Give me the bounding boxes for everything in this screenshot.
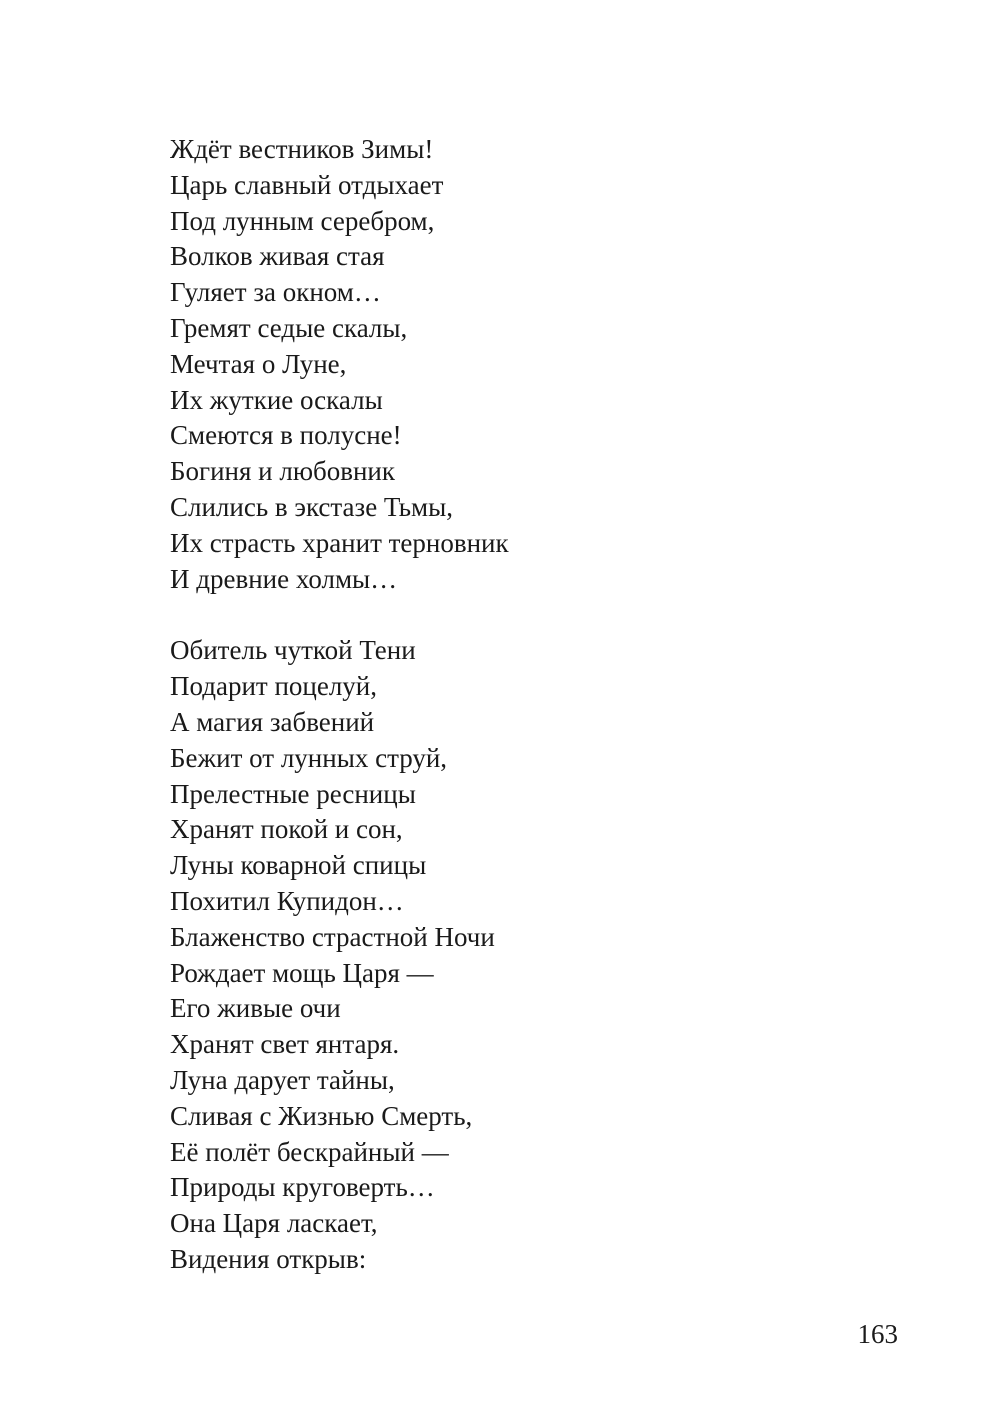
poem-line: Видения открыв:	[170, 1243, 367, 1274]
poem-line: Царь славный отдыхает	[170, 169, 444, 200]
poem-line: И древние холмы…	[170, 563, 398, 594]
poem-line: Мечтая о Луне,	[170, 348, 347, 379]
page-number: 163	[857, 1319, 898, 1349]
poem-line: Под лунным серебром,	[170, 205, 435, 236]
poem-line: Сливая с Жизнью Смерть,	[170, 1100, 473, 1131]
stanza-2	[170, 633, 870, 1277]
poem-line: Подарит поцелуй,	[170, 671, 377, 702]
poem-line: Их страсть хранит терновник	[170, 527, 509, 558]
poem-line: Слились в экстазе Тьмы,	[170, 491, 454, 522]
poem-line: Хранят покой и сон,	[170, 814, 403, 845]
poem-line: Богиня и любовник	[170, 456, 395, 487]
poem-line: Смеются в полусне!	[170, 420, 402, 451]
poem-line: Прелестные ресницы	[170, 778, 416, 809]
poem-line: Блаженство страстной Ночи	[170, 921, 495, 952]
poem-line: Она Царя ласкает,	[170, 1208, 378, 1239]
poem-line: Бежит от лунных струй,	[170, 742, 448, 773]
poem-line: Луны коварной спицы	[170, 850, 427, 881]
poem-line: Природы круговерть…	[170, 1172, 435, 1203]
poem-line: Рождает мощь Царя —	[170, 957, 434, 988]
poem-line: Похитил Купидон…	[170, 885, 404, 916]
poem-line: Луна дарует тайны,	[170, 1064, 395, 1095]
poem-text	[170, 132, 870, 1278]
poem-line: Её полёт бескрайный —	[170, 1136, 449, 1167]
poem-line: Хранят свет янтаря.	[170, 1029, 400, 1060]
poem-line: Ждёт вестников Зимы!	[170, 134, 434, 164]
poem-line: Гуляет за окном…	[170, 277, 381, 308]
poem-line: Их жуткие оскалы	[170, 384, 383, 415]
stanza-1	[170, 132, 870, 597]
poem-line: Волков живая стая	[170, 241, 385, 272]
poem-line: Обитель чуткой Тени	[170, 635, 416, 666]
poem-line: Гремят седые скалы,	[170, 312, 408, 343]
poem-line: А магия забвений	[170, 706, 375, 737]
stanza-break	[170, 597, 870, 633]
poem-line: Его живые очи	[170, 993, 341, 1024]
